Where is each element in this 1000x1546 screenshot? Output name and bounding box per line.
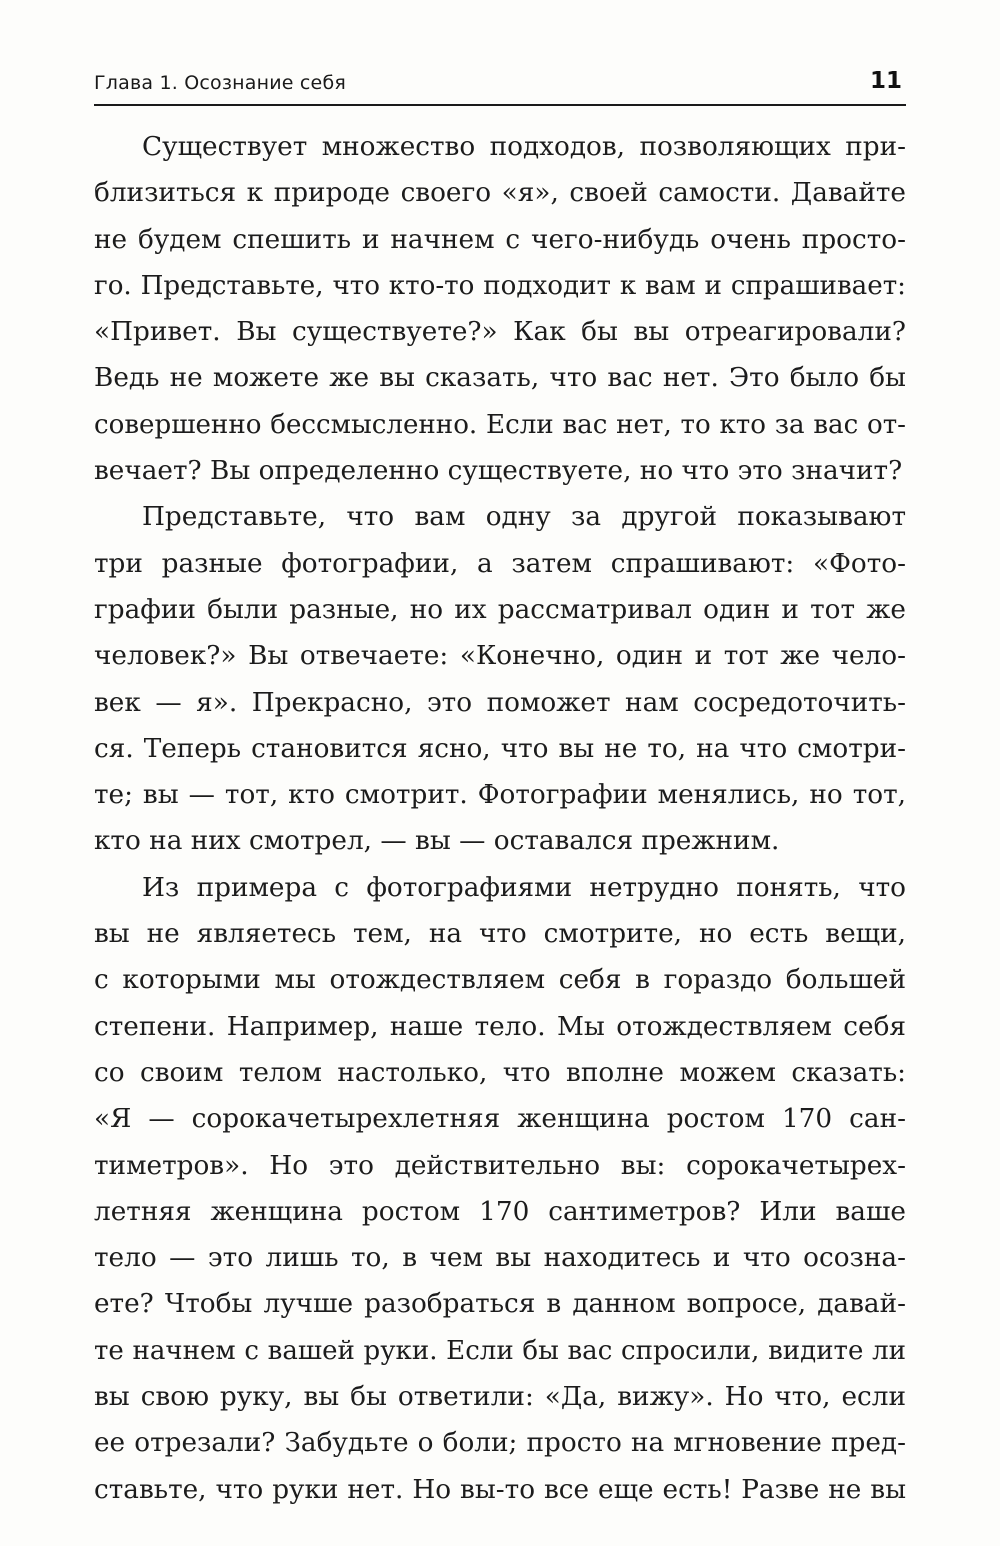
text-line: тиметров». Но это действительно вы: сорокачетырех-: [94, 1150, 906, 1181]
page-number: 11: [869, 68, 902, 94]
text-line: Представьте, что вам одну за другой показывают: [142, 502, 906, 533]
text-line: три разные фотографии, а затем спрашивают: «Фото-: [94, 548, 906, 579]
text-line: го. Представьте, что кто-то подходит к вам и спрашивает:: [94, 270, 906, 301]
text-line: не будем спешить и начнем с чего-нибудь очень просто-: [94, 224, 906, 255]
text-line: со своим телом настолько, что вполне можем сказать:: [94, 1057, 906, 1088]
text-line: ся. Теперь становится ясно, что вы не то, на что смотри-: [94, 733, 906, 764]
text-line: вечает? Вы определенно существуете, но что это значит?: [94, 456, 903, 487]
text-line: ставьте, что руки нет. Но вы-то все еще есть! Разве не вы: [94, 1474, 906, 1505]
text-line: летняя женщина ростом 170 сантиметров? Или ваше: [94, 1196, 906, 1227]
text-line: степени. Например, наше тело. Мы отождествляем себя: [94, 1011, 906, 1042]
text-line: тело — это лишь то, в чем вы находитесь и что осозна-: [94, 1243, 906, 1274]
text-line: Из примера с фотографиями нетрудно понять, что: [142, 872, 906, 903]
text-line: с которыми мы отождествляем себя в гораздо большей: [94, 965, 906, 996]
text-line: те начнем с вашей руки. Если бы вас спросили, видите ли: [94, 1335, 906, 1366]
chapter-title: Глава 1. Осознание себя: [94, 72, 346, 94]
text-line: Ведь не можете же вы сказать, что вас нет. Это было бы: [94, 363, 906, 394]
text-line: кто на них смотрел, — вы — оставался прежним.: [94, 826, 780, 857]
text-line: совершенно бессмысленно. Если вас нет, то кто за вас от-: [94, 409, 906, 440]
text-line: графии были разные, но их рассматривал один и тот же: [94, 594, 906, 625]
text-line: «Привет. Вы существуете?» Как бы вы отреагировали?: [94, 317, 906, 348]
text-line: близиться к природе своего «я», своей самости. Давайте: [94, 178, 906, 209]
text-line: вы свою руку, вы бы ответили: «Да, вижу». Но что, если: [94, 1382, 906, 1413]
text-line: Существует множество подходов, позволяющих при-: [142, 132, 906, 162]
text-line: век — я». Прекрасно, это поможет нам сосредоточить-: [94, 687, 906, 718]
text-line: «Я — сорокачетырехлетняя женщина ростом 170 сан-: [94, 1104, 906, 1135]
body-text: [94, 124, 906, 1513]
text-line: человек?» Вы отвечаете: «Конечно, один и тот же чело-: [94, 641, 906, 672]
text-line: те; вы — тот, кто смотрит. Фотографии менялись, но тот,: [94, 780, 906, 811]
text-line: ее отрезали? Забудьте о боли; просто на мгновение пред-: [94, 1428, 906, 1459]
text-line: вы не являетесь тем, на что смотрите, но есть вещи,: [94, 919, 906, 950]
running-header: [94, 68, 906, 106]
text-line: ете? Чтобы лучше разобраться в данном вопросе, давай-: [94, 1289, 906, 1320]
